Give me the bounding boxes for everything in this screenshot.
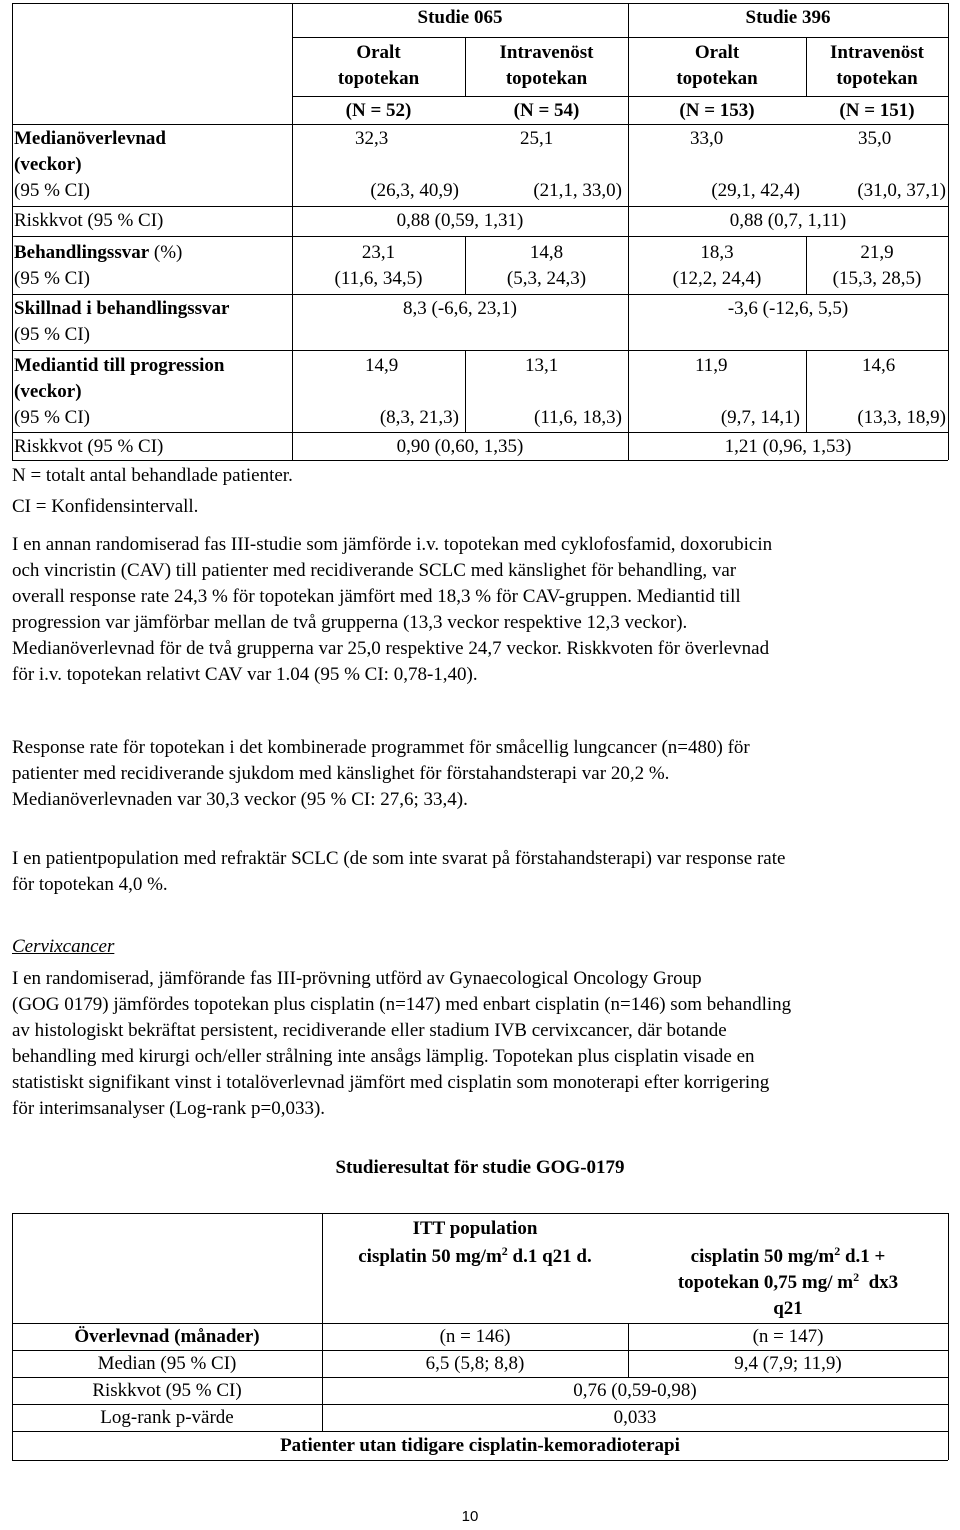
arm-header: Intravenöst topotekan bbox=[499, 42, 594, 89]
paragraph-cav-study: I en annan randomiserad fas III-studie som jämförde i.v. topotekan med cyklofosfamid, doxorubicin och vincristin (CAV) till patienter med recidiverande SCLC med känslighet för behandling, var overall response rate 24,3 % för topotekan jämfört med 18,3 % för CAV-gruppen. Mediantid till progression var jämförbar mellan de två grupperna (13,3 veckor respektive 12,3 veckor). Medianöverlevnad för de två grupperna var 25,0 respektive 24,7 veckor. Riskkvoten för överlevnad för i.v. topotekan relativt CAV var 1.04 (95 % CI: 0,78-1,40). bbox=[12, 534, 773, 685]
table-cell: 25,1 bbox=[520, 128, 554, 149]
row-label-hr: Riskkvot (95 % CI) bbox=[92, 1380, 242, 1401]
paragraph-gog-0179: I en randomiserad, jämförande fas III-prövning utförd av Gynaecological Oncology Group (GOG 0179) jämfördes topotekan plus cisplatin (n=147) med enbart cisplatin (n=146) som behandling av histologiskt bekräftat persistent, recidiverande eller stadium IVB cervixcancer, där botande behandling med kirurgi och/eller strålning inte ansågs lämplig. Topotekan plus cisplatin visade en statistiskt signifikant vinst i totalöverlevnad jämfört med cisplatin som monoterapi efter korrigering för interimsanalyser (Log-rank p=0,033). bbox=[12, 968, 792, 1119]
table-cell: 18,3 (12,2, 24,4) bbox=[672, 242, 762, 289]
table-cell: (11,6, 18,3) bbox=[534, 407, 622, 428]
table-cell: 14,6 bbox=[862, 355, 896, 376]
arm-header: Intravenöst topotekan bbox=[830, 42, 924, 89]
table-cell: 33,0 bbox=[690, 128, 724, 149]
paragraph-response-rate: Response rate för topotekan i det kombinerade programmet för småcellig lungcancer (n=480) för patienter med recidiverande sjukdom med känslighet för förstahandsterapi var 20,2 %. Medianöverlevnaden var 30,3 veckor (95 % CI: 27,6; 33,4). bbox=[12, 737, 750, 810]
footnote: CI = Konfidensintervall. bbox=[12, 496, 199, 517]
row-label-os: Överlevnad (månader) bbox=[74, 1326, 260, 1347]
table-cell: 21,9 (15,3, 28,5) bbox=[832, 242, 922, 289]
row-label-hr-os: Riskkvot (95 % CI) bbox=[14, 210, 164, 231]
footnote: N = totalt antal behandlade patienter. bbox=[12, 465, 293, 486]
table-cell: 8,3 (-6,6, 23,1) bbox=[403, 298, 517, 319]
n-header: (N = 151) bbox=[839, 100, 915, 121]
table-cell: 9,4 (7,9; 11,9) bbox=[734, 1353, 842, 1374]
table-cell: 0,76 (0,59-0,98) bbox=[573, 1380, 697, 1401]
row-label-response-diff: Skillnad i behandlingssvar (95 % CI) bbox=[14, 298, 230, 345]
table-subheading: Patienter utan tidigare cisplatin-kemoradioterapi bbox=[280, 1435, 680, 1456]
table-cell: 23,1 (11,6, 34,5) bbox=[334, 242, 423, 289]
table-cell: 0,88 (0,7, 1,11) bbox=[729, 210, 847, 231]
table-cell: (9,7, 14,1) bbox=[720, 407, 800, 428]
table-cell: (n = 147) bbox=[752, 1326, 824, 1347]
table-cell: 32,3 bbox=[355, 128, 389, 149]
paragraph-refractory: I en patientpopulation med refraktär SCLC (de som inte svarat på förstahandsterapi) var response rate för topotekan 4,0 %. bbox=[12, 848, 786, 895]
table-cell: (26,3, 40,9) bbox=[370, 180, 459, 201]
n-header: (N = 54) bbox=[513, 100, 580, 121]
table-cell: (31,0, 37,1) bbox=[857, 180, 946, 201]
table-cell: (13,3, 18,9) bbox=[857, 407, 946, 428]
table-cell: 35,0 bbox=[858, 128, 892, 149]
table-cell: 11,9 bbox=[695, 355, 728, 376]
n-header: (N = 52) bbox=[345, 100, 412, 121]
table-cell: 1,21 (0,96, 1,53) bbox=[724, 436, 852, 457]
table-cell: -3,6 (-12,6, 5,5) bbox=[727, 298, 849, 319]
row-label-hr-ttp: Riskkvot (95 % CI) bbox=[14, 436, 164, 457]
table-cell: (29,1, 42,4) bbox=[711, 180, 800, 201]
table-cell: 0,88 (0,59, 1,31) bbox=[396, 210, 524, 231]
study-396-header: Studie 396 bbox=[745, 7, 831, 28]
section-heading-cervix: Cervixcancer bbox=[12, 936, 115, 957]
table-cell: 14,8 (5,3, 24,3) bbox=[506, 242, 587, 289]
page-number: 10 bbox=[461, 1508, 479, 1525]
table-cell: (21,1, 33,0) bbox=[533, 180, 622, 201]
arm-header: Oralt topotekan bbox=[676, 42, 758, 89]
table-cell: 14,9 bbox=[365, 355, 399, 376]
arm-header: Oralt topotekan bbox=[337, 42, 420, 89]
table-cell: (n = 146) bbox=[439, 1326, 511, 1347]
table-cell: 0,033 bbox=[613, 1407, 657, 1428]
row-label-median-os: Medianöverlevnad (veckor) (95 % CI) bbox=[14, 128, 166, 201]
arm-header: cisplatin 50 $mg/m^2$ d.1 + topotekan 0,75 mg/ $m^2$ dx3 q21 bbox=[677, 1244, 899, 1319]
table-cell: 13,1 bbox=[525, 355, 559, 376]
study-065-header: Studie 065 bbox=[417, 7, 503, 28]
arm-header: cisplatin 50 $mg/m^2$ d.1 q21 d. bbox=[358, 1244, 592, 1267]
table-title: Studieresultat för studie GOG-0179 bbox=[335, 1157, 625, 1178]
table-cell: 0,90 (0,60, 1,35) bbox=[396, 436, 524, 457]
row-label-response: Behandlingssvar (%) (95 % CI) bbox=[14, 242, 183, 289]
row-label-ttp: Mediantid till progression (veckor) (95 % CI) bbox=[14, 355, 225, 428]
row-label-logrank: Log-rank p-värde bbox=[100, 1407, 234, 1428]
itt-population-label: ITT population bbox=[412, 1218, 538, 1239]
row-label-median: Median (95 % CI) bbox=[97, 1353, 237, 1374]
table-cell: (8,3, 21,3) bbox=[379, 407, 459, 428]
table-cell: 6,5 (5,8; 8,8) bbox=[425, 1353, 525, 1374]
n-header: (N = 153) bbox=[679, 100, 755, 121]
